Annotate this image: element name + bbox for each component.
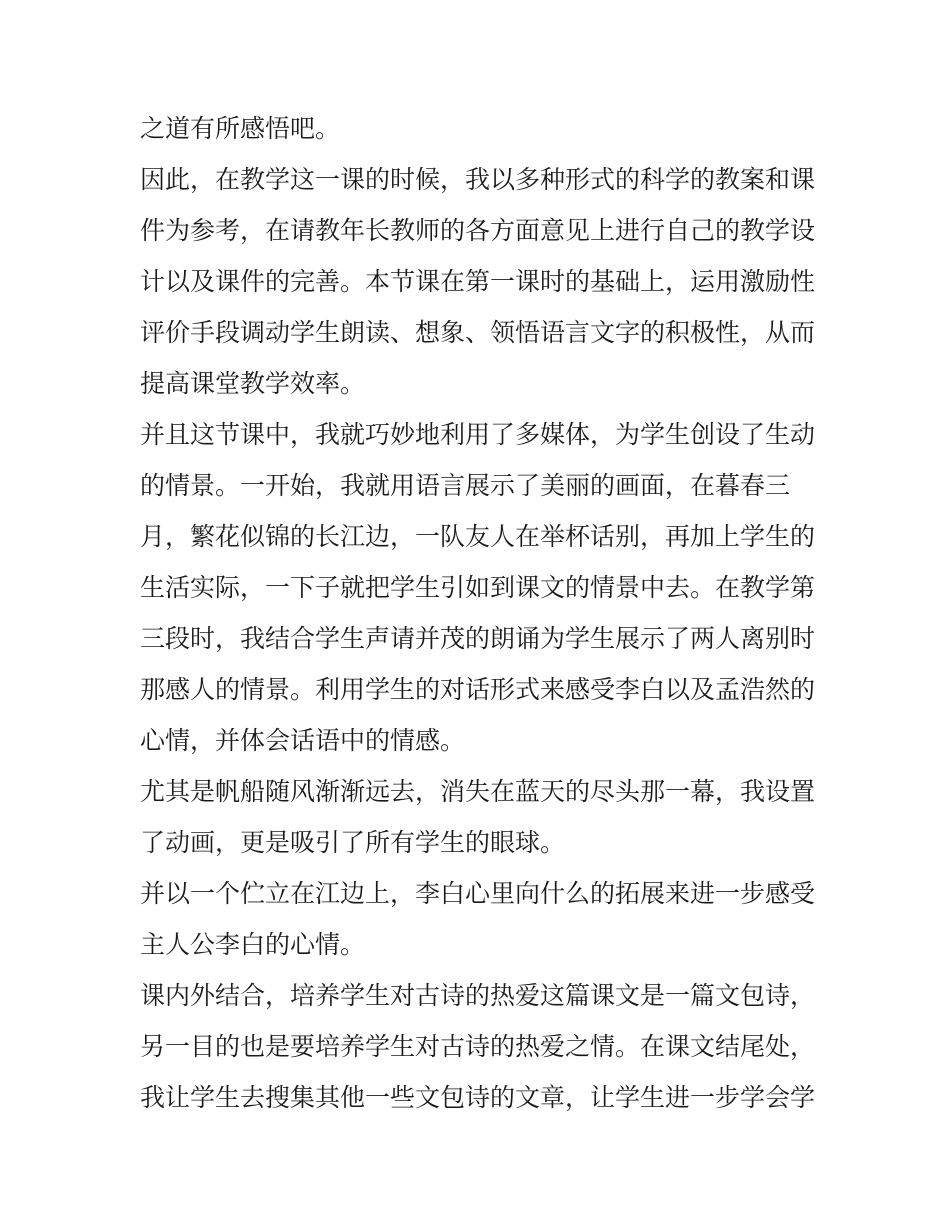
text-line: 心情，并体会话语中的情感。 xyxy=(140,726,466,755)
text-line: 生活实际，一下子就把学生引如到课文的情景中去。在教学第 xyxy=(140,573,816,602)
text-line: 的情景。一开始，我就用语言展示了美丽的画面，在暮春三 xyxy=(140,471,791,500)
text-line: 并以一个伫立在江边上，李白心里向什么的拓展来进一步感受 xyxy=(140,879,816,908)
text-line: 计以及课件的完善。本节课在第一课时的基础上，运用激励性 xyxy=(140,267,816,296)
text-line: 课内外结合，培养学生对古诗的热爱这篇课文是一篇文包诗， xyxy=(140,981,816,1010)
body-text xyxy=(140,103,816,1123)
text-line: 我让学生去搜集其他一些文包诗的文章，让学生进一步学会学 xyxy=(140,1083,816,1112)
text-line: 尤其是帆船随风渐渐远去，消失在蓝天的尽头那一幕，我设置 xyxy=(140,777,816,806)
text-line: 那感人的情景。利用学生的对话形式来感受李白以及孟浩然的 xyxy=(140,675,816,704)
text-line: 件为参考，在请教年长教师的各方面意见上进行自己的教学设 xyxy=(140,216,816,245)
text-line: 提高课堂教学效率。 xyxy=(140,369,366,398)
text-line: 之道有所感悟吧。 xyxy=(140,114,341,143)
text-line: 三段时，我结合学生声请并茂的朗诵为学生展示了两人离别时 xyxy=(140,624,816,653)
text-line: 另一目的也是要培养学生对古诗的热爱之情。在课文结尾处， xyxy=(140,1032,816,1061)
text-line: 并且这节课中，我就巧妙地利用了多媒体，为学生创设了生动 xyxy=(140,420,816,449)
text-line: 了动画，更是吸引了所有学生的眼球。 xyxy=(140,828,566,857)
text-line: 因此，在教学这一课的时候，我以多种形式的科学的教案和课 xyxy=(140,165,816,194)
text-line: 评价手段调动学生朗读、想象、领悟语言文字的积极性，从而 xyxy=(140,318,816,347)
text-line: 主人公李白的心情。 xyxy=(140,930,366,959)
text-line: 月，繁花似锦的长江边，一队友人在举杯话别，再加上学生的 xyxy=(140,522,816,551)
